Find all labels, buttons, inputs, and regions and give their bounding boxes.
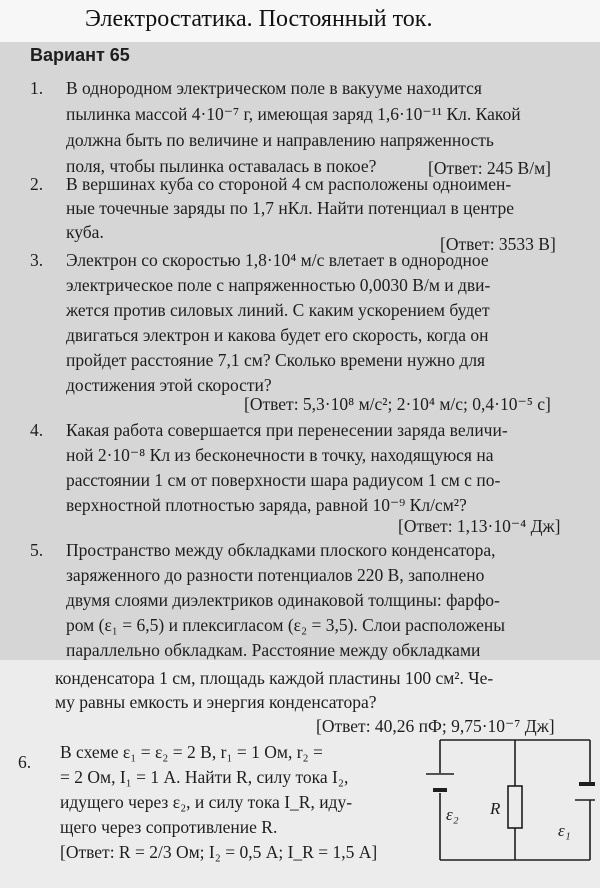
problem-line: ной 2·10⁻⁸ Кл из бесконечности в точку, находящуюся на [66,445,494,465]
resistor-r [508,786,522,828]
answer: [Ответ: 40,26 пФ; 9,75·10⁻⁷ Дж] [316,716,555,736]
problem-line: пройдет расстояние 7,1 см? Сколько времени нужно для [66,350,486,370]
problem-line: электрическое поле с напряженностью 0,0030 В/м и дви- [66,275,491,295]
problem-line: му равны емкость и энергия конденсатора? [55,692,377,712]
problem-number: 6. [18,752,32,772]
problem-line: щего через сопротивление R. [60,817,278,837]
problem-number: 2. [30,174,44,194]
problem-line: поля, чтобы пылинка оставалась в покое? [66,156,377,176]
page-header [0,0,600,42]
problem-line: заряженного до разности потенциалов 220 В, заполнено [66,565,485,585]
problem-line: достижения этой скорости? [66,375,272,395]
problem-line: В однородном электрическом поле в вакууме находится [66,78,482,98]
problem-line: двумя слоями диэлектриков одинаковой толщины: фарфо- [66,590,500,610]
problem-line: должна быть по величине и направлению напряженность [66,130,494,150]
variant-heading: Вариант 65 [30,45,130,65]
problem-number: 5. [30,540,44,560]
problem-line: идущего через ε₂, и силу тока I_R, иду- [60,792,353,812]
problem-line: конденсатора 1 см, площадь каждой пластины 100 см². Че- [55,668,494,688]
problem-line: верхностной плотностью заряда, равной 10⁻⁹ Кл/см²? [66,495,467,515]
answer: [Ответ: R = 2/3 Ом; I₂ = 0,5 А; I_R = 1,5 А] [60,842,378,862]
problem-line: ные точечные заряды по 1,7 нКл. Найти потенциал в центре [66,198,515,218]
page-title: Электростатика. Постоянный ток. [85,6,433,32]
problem-line: расстоянии 1 см от поверхности шара радиусом 1 см с по- [66,470,501,490]
answer: [Ответ: 1,13·10⁻⁴ Дж] [398,516,561,536]
answer: [Ответ: 5,3·10⁸ м/с²; 2·10⁴ м/с; 0,4·10⁻⁵ с] [244,394,551,414]
problem-line: куба. [66,222,104,242]
problem-line: В вершинах куба со стороной 4 см расположены одноимен- [66,174,512,194]
problem-line: Электрон со скоростью 1,8·10⁴ м/с влетает в однородное [66,250,489,270]
problem-line: В схеме ε₁ = ε₂ = 2 В, r₁ = 1 Ом, r₂ = [60,742,323,762]
circuit-diagram [420,738,595,863]
problem-line: жется против силовых линий. С каким ускорением будет [66,300,490,320]
answer: [Ответ: 3533 В] [440,234,556,254]
problem-number: 4. [30,420,44,440]
problem-number: 1. [30,78,44,98]
problem-line: ром (ε₁ = 6,5) и плексигласом (ε₂ = 3,5). Слои расположены [66,615,506,635]
label-e1: ε₁ [558,821,571,840]
problem-line: пылинка массой 4·10⁻⁷ г, имеющая заряд 1,6·10⁻¹¹ Кл. Какой [66,104,521,124]
label-e2: ε₂ [446,805,459,824]
problem-number: 3. [30,250,44,270]
problem-line: Пространство между обкладками плоского конденсатора, [66,540,496,560]
label-r: R [490,799,501,818]
problem-line: двигаться электрон и какова будет его скорость, когда он [66,325,489,345]
answer: [Ответ: 245 В/м] [428,158,551,178]
problem-line: = 2 Ом, I₁ = 1 А. Найти R, силу тока I₂, [60,767,349,787]
problem-line: Какая работа совершается при перенесении заряда величи- [66,420,508,440]
problem-line: параллельно обкладкам. Расстояние между обкладками [66,640,481,660]
